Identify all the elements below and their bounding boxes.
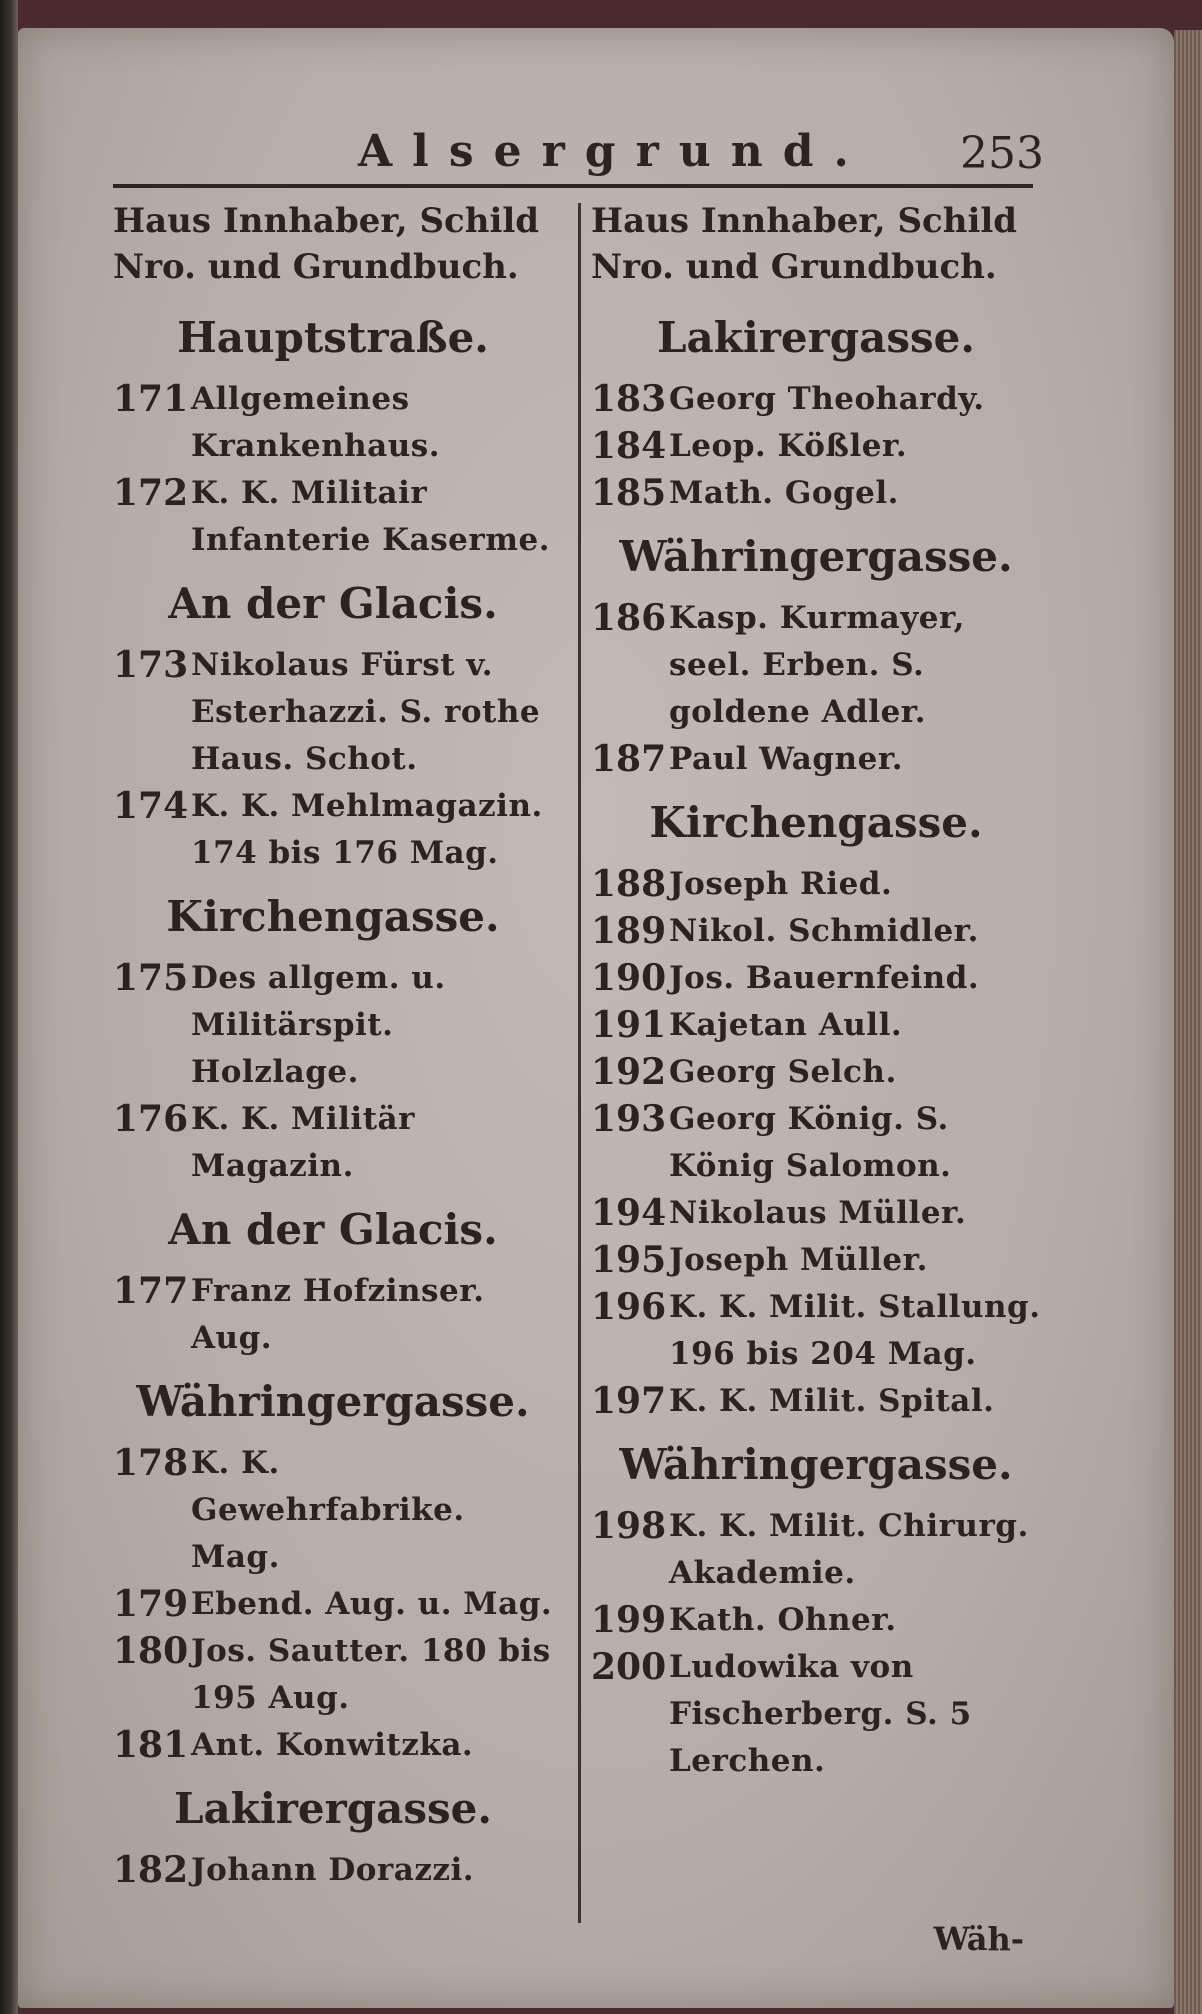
owner-text: Nikolaus Müller. (669, 1195, 967, 1231)
owner-text: Franz Hofzinser. Aug. (191, 1273, 485, 1356)
header-rule (113, 184, 1033, 188)
house-entry (113, 1440, 553, 1581)
street-heading: An der Glacis. (168, 579, 498, 628)
house-entry (591, 1284, 1041, 1378)
house-entry (591, 1190, 1041, 1237)
house-number: 178 (113, 1442, 189, 1484)
house-entry (591, 955, 1041, 1002)
owner-text: Kath. Ohner. (669, 1602, 897, 1638)
owner-text: Johann Dorazzi. (191, 1852, 475, 1888)
house-entry (591, 1378, 1041, 1425)
house-entry (591, 908, 1041, 955)
house-number: 181 (113, 1724, 189, 1766)
owner-text: K. K. Milit. Spital. (669, 1383, 995, 1419)
house-number: 172 (113, 472, 189, 514)
house-number: 180 (113, 1630, 189, 1672)
owner-text: K. K. Milit. Stallung. 196 bis 204 Mag. (669, 1289, 1041, 1372)
house-entry (113, 1581, 553, 1628)
owner-text: K. K. Milit. Chirurg. Akademie. (669, 1508, 1029, 1591)
house-number: 185 (591, 472, 667, 514)
house-entry (113, 376, 553, 470)
house-number: 173 (113, 644, 189, 686)
house-number: 189 (591, 910, 667, 952)
house-number: 186 (591, 597, 667, 639)
column-divider (578, 203, 581, 1923)
book-binding (0, 0, 18, 2014)
catchword: Wäh- (933, 1920, 1024, 1958)
house-entry (591, 470, 1041, 517)
house-number: 192 (591, 1051, 667, 1093)
house-entry (113, 1722, 553, 1769)
house-number: 200 (591, 1646, 667, 1688)
house-entry (113, 470, 553, 564)
house-number: 184 (591, 425, 667, 467)
house-number: 176 (113, 1098, 189, 1140)
street-heading: Währingergasse. (619, 532, 1013, 581)
owner-text: Paul Wagner. (669, 741, 904, 777)
owner-text: Allgemeines Krankenhaus. (191, 381, 441, 464)
house-number: 193 (591, 1098, 667, 1140)
house-entry (113, 1268, 553, 1362)
house-number: 175 (113, 957, 189, 999)
owner-text: Joseph Ried. (669, 866, 893, 902)
house-entry (113, 1628, 553, 1722)
owner-text: Jos. Bauernfeind. (669, 960, 980, 996)
page-number: 253 (960, 128, 1044, 179)
street-heading: Kirchengasse. (166, 892, 500, 941)
owner-text: K. K. Mehlmagazin. 174 bis 176 Mag. (191, 788, 543, 871)
house-entry (591, 1237, 1041, 1284)
book-page (18, 28, 1174, 2008)
owner-text: Leop. Kößler. (669, 428, 908, 464)
street-heading: Hauptstraße. (177, 313, 489, 362)
column-heading-line: Nro. und Grundbuch. (591, 247, 997, 287)
house-number: 194 (591, 1192, 667, 1234)
owner-text: Joseph Müller. (669, 1242, 928, 1278)
house-number: 182 (113, 1849, 189, 1891)
house-number: 179 (113, 1583, 189, 1625)
owner-text: Kasp. Kurmayer, seel. Erben. S. goldene Adler. (669, 600, 965, 730)
column-heading (591, 198, 1041, 290)
house-entry (591, 1644, 1041, 1785)
house-entry (591, 595, 1041, 736)
running-title: Alsergrund. (358, 126, 869, 177)
owner-text: Ludowika von Fischerberg. S. 5 Lerchen. (669, 1649, 972, 1779)
column-heading-line: Haus Innhaber, Schild (113, 201, 540, 241)
house-entry (591, 1049, 1041, 1096)
street-heading: Währingergasse. (136, 1377, 530, 1426)
right-column (591, 198, 1041, 1785)
street-heading: Kirchengasse. (649, 798, 983, 847)
house-entry (113, 642, 553, 783)
house-number: 174 (113, 785, 189, 827)
house-entry (113, 1096, 553, 1190)
street-heading: Lakirergasse. (657, 313, 975, 362)
house-number: 187 (591, 738, 667, 780)
house-entry (591, 1597, 1041, 1644)
owner-text: K. K. Militär Magazin. (191, 1101, 415, 1184)
owner-text: Nikol. Schmidler. (669, 913, 979, 949)
house-number: 197 (591, 1380, 667, 1422)
house-entry (591, 736, 1041, 783)
owner-text: Kajetan Aull. (669, 1007, 903, 1043)
house-entry (591, 423, 1041, 470)
page-edges (1174, 30, 1202, 2014)
owner-text: Ebend. Aug. u. Mag. (191, 1586, 553, 1622)
owner-text: K. K. Gewehrfabrike. Mag. (191, 1445, 465, 1575)
owner-text: Des allgem. u. Militärspit. Holzlage. (191, 960, 446, 1090)
owner-text: Georg König. S. König Salomon. (669, 1101, 952, 1184)
house-number: 196 (591, 1286, 667, 1328)
left-column (113, 198, 553, 1894)
house-number: 171 (113, 378, 189, 420)
house-entry (113, 783, 553, 877)
house-entry (591, 376, 1041, 423)
house-number: 191 (591, 1004, 667, 1046)
street-heading: Lakirergasse. (174, 1784, 492, 1833)
house-entry (113, 1847, 553, 1894)
house-number: 199 (591, 1599, 667, 1641)
owner-text: Georg Selch. (669, 1054, 897, 1090)
house-number: 195 (591, 1239, 667, 1281)
owner-text: Math. Gogel. (669, 475, 899, 511)
owner-text: Nikolaus Fürst v. Esterhazzi. S. rothe Haus. Schot. (191, 647, 541, 777)
house-entry (113, 955, 553, 1096)
column-heading-line: Nro. und Grundbuch. (113, 247, 519, 287)
owner-text: Jos. Sautter. 180 bis 195 Aug. (191, 1633, 551, 1716)
page-header (18, 88, 1174, 179)
house-entry (591, 1002, 1041, 1049)
column-heading-line: Haus Innhaber, Schild (591, 201, 1018, 241)
house-entry (591, 1096, 1041, 1190)
column-heading (113, 198, 553, 290)
house-number: 177 (113, 1270, 189, 1312)
house-number: 198 (591, 1505, 667, 1547)
house-entry (591, 1503, 1041, 1597)
house-number: 188 (591, 863, 667, 905)
owner-text: K. K. Militair Infanterie Kaserme. (191, 475, 551, 558)
owner-text: Georg Theohardy. (669, 381, 985, 417)
house-entry (591, 861, 1041, 908)
house-number: 190 (591, 957, 667, 999)
house-number: 183 (591, 378, 667, 420)
street-heading: Währingergasse. (619, 1440, 1013, 1489)
owner-text: Ant. Konwitzka. (191, 1727, 474, 1763)
street-heading: An der Glacis. (168, 1205, 498, 1254)
